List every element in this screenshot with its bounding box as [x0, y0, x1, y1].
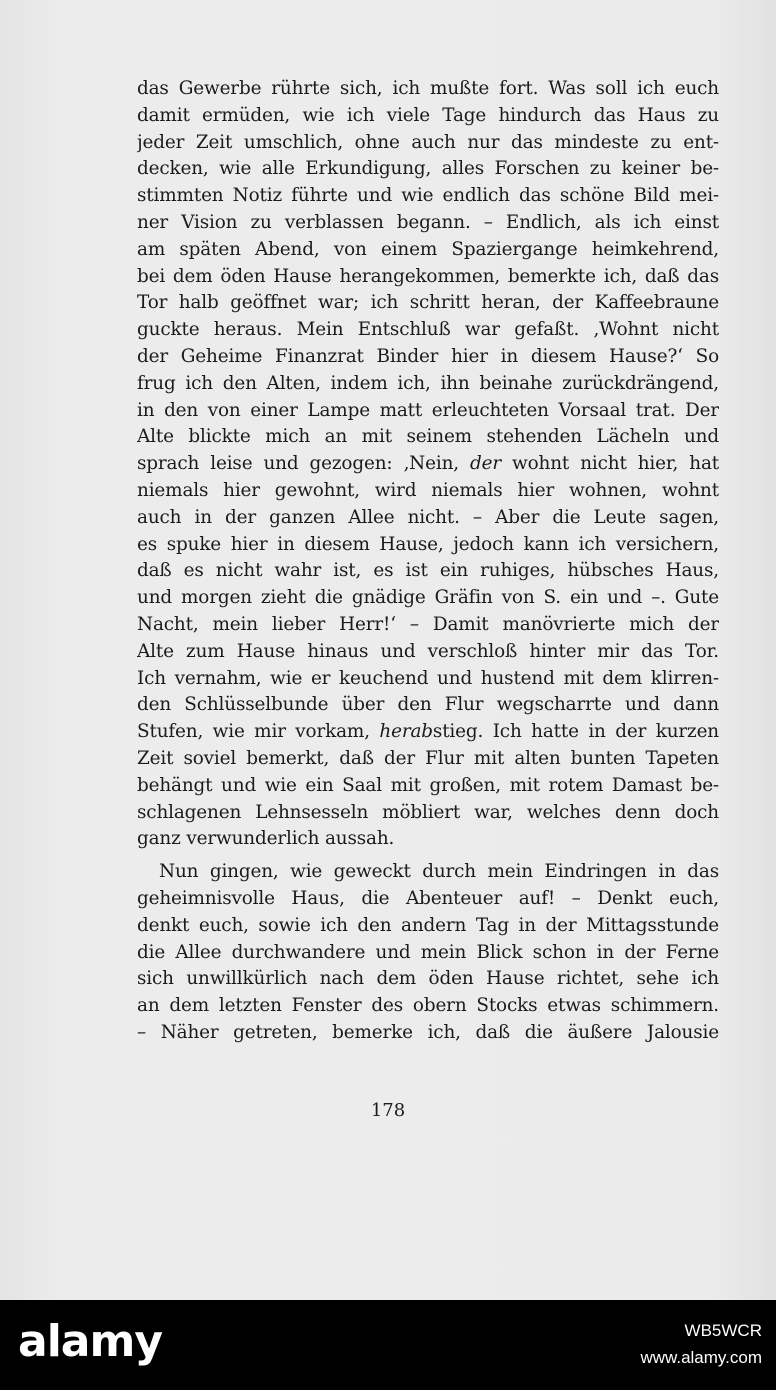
text-line: ganz verwunderlich aussah. — [137, 828, 395, 850]
text-line: in den von einer Lampe matt erleuchteten Vorsaal trat. Der — [137, 399, 719, 421]
text-line: damit ermüden, wie ich viele Tage hindurch das Haus zu — [137, 104, 719, 126]
line-end: wohnt nicht hier, hat — [501, 453, 719, 475]
line-start: sprach leise und gezogen: ‚Nein, — [137, 453, 470, 475]
body-text — [137, 76, 719, 1047]
text-line: decken, wie alle Erkundigung, alles Forschen zu keiner be- — [137, 158, 719, 180]
text-line: sich unwillkürlich nach dem öden Hause richtet, sehe ich — [137, 968, 719, 990]
text-line: frug ich den Alten, indem ich, ihn beinahe zurückdrängend, — [137, 372, 719, 394]
stock-site-url: www.alamy.com — [640, 1348, 762, 1367]
paragraph-2 — [137, 859, 719, 1047]
text-line: und morgen zieht die gnädige Gräfin von S. ein und –. Gute — [137, 587, 719, 609]
text-line: geheimnisvolle Haus, die Abenteuer auf! – Denkt euch, — [137, 887, 719, 909]
text-line: den Schlüsselbunde über den Flur wegscharrte und dann — [137, 694, 719, 716]
text-line: Zeit soviel bemerkt, daß der Flur mit alten bunten Tapeten — [137, 747, 719, 769]
text-line: Tor halb geöffnet war; ich schritt heran, der Kaffeebraune — [137, 292, 719, 314]
text-line-with-italic — [137, 451, 719, 478]
line-end: stieg. Ich hatte in der kurzen — [432, 721, 719, 743]
italic-word: der — [470, 453, 501, 475]
stock-image-id: WB5WCR — [684, 1321, 762, 1340]
watermark-logo: alamy — [18, 1316, 162, 1367]
text-line: am späten Abend, von einem Spaziergange heimkehrend, — [137, 238, 719, 260]
text-line: schlagenen Lehnsesseln möbliert war, welches denn doch — [137, 801, 719, 823]
page-number: 178 — [370, 1100, 406, 1121]
text-line: Nacht, mein lieber Herr!‘ – Damit manövrierte mich der — [137, 613, 719, 635]
text-line: das Gewerbe rührte sich, ich mußte fort. Was soll ich euch — [137, 78, 719, 99]
text-line: daß es nicht wahr ist, es ist ein ruhiges, hübsches Haus, — [137, 560, 719, 582]
text-line: Nun gingen, wie geweckt durch mein Eindringen in das — [159, 861, 719, 883]
text-line: Ich vernahm, wie er keuchend und hustend mit dem klirren- — [137, 667, 719, 689]
text-line: auch in der ganzen Allee nicht. – Aber die Leute sagen, — [137, 506, 719, 528]
text-line: behängt und wie ein Saal mit großen, mit rotem Damast be- — [137, 774, 719, 796]
paragraph-1 — [137, 76, 719, 853]
text-line: Alte blickte mich an mit seinem stehenden Lächeln und — [137, 426, 719, 448]
text-line-with-italic — [137, 719, 719, 746]
text-line: denkt euch, sowie ich den andern Tag in der Mittagsstunde — [137, 914, 719, 936]
text-line: an dem letzten Fenster des obern Stocks etwas schimmern. — [137, 995, 719, 1017]
text-line: die Allee durchwandere und mein Blick schon in der Ferne — [137, 941, 719, 963]
text-line: es spuke hier in diesem Hause, jedoch kann ich versichern, — [137, 533, 719, 555]
text-line: niemals hier gewohnt, wird niemals hier wohnen, wohnt — [137, 479, 719, 501]
text-line: stimmten Notiz führte und wie endlich das schöne Bild mei- — [137, 185, 719, 207]
text-line: der Geheime Finanzrat Binder hier in diesem Hause?‘ So — [137, 345, 719, 367]
text-line: – Näher getreten, bemerke ich, daß die äußere Jalousie — [137, 1021, 719, 1043]
text-line: jeder Zeit umschlich, ohne auch nur das mindeste zu ent- — [137, 131, 719, 153]
line-start: Stufen, wie mir vorkam, — [137, 721, 380, 743]
italic-word: herab — [379, 721, 433, 743]
text-line: ner Vision zu verblassen begann. – Endlich, als ich einst — [137, 211, 719, 233]
text-line: bei dem öden Hause herangekommen, bemerkte ich, daß das — [137, 265, 719, 287]
text-line: guckte heraus. Mein Entschluß war gefaßt. ‚Wohnt nicht — [137, 319, 719, 341]
text-line: Alte zum Hause hinaus und verschloß hinter mir das Tor. — [137, 640, 719, 662]
